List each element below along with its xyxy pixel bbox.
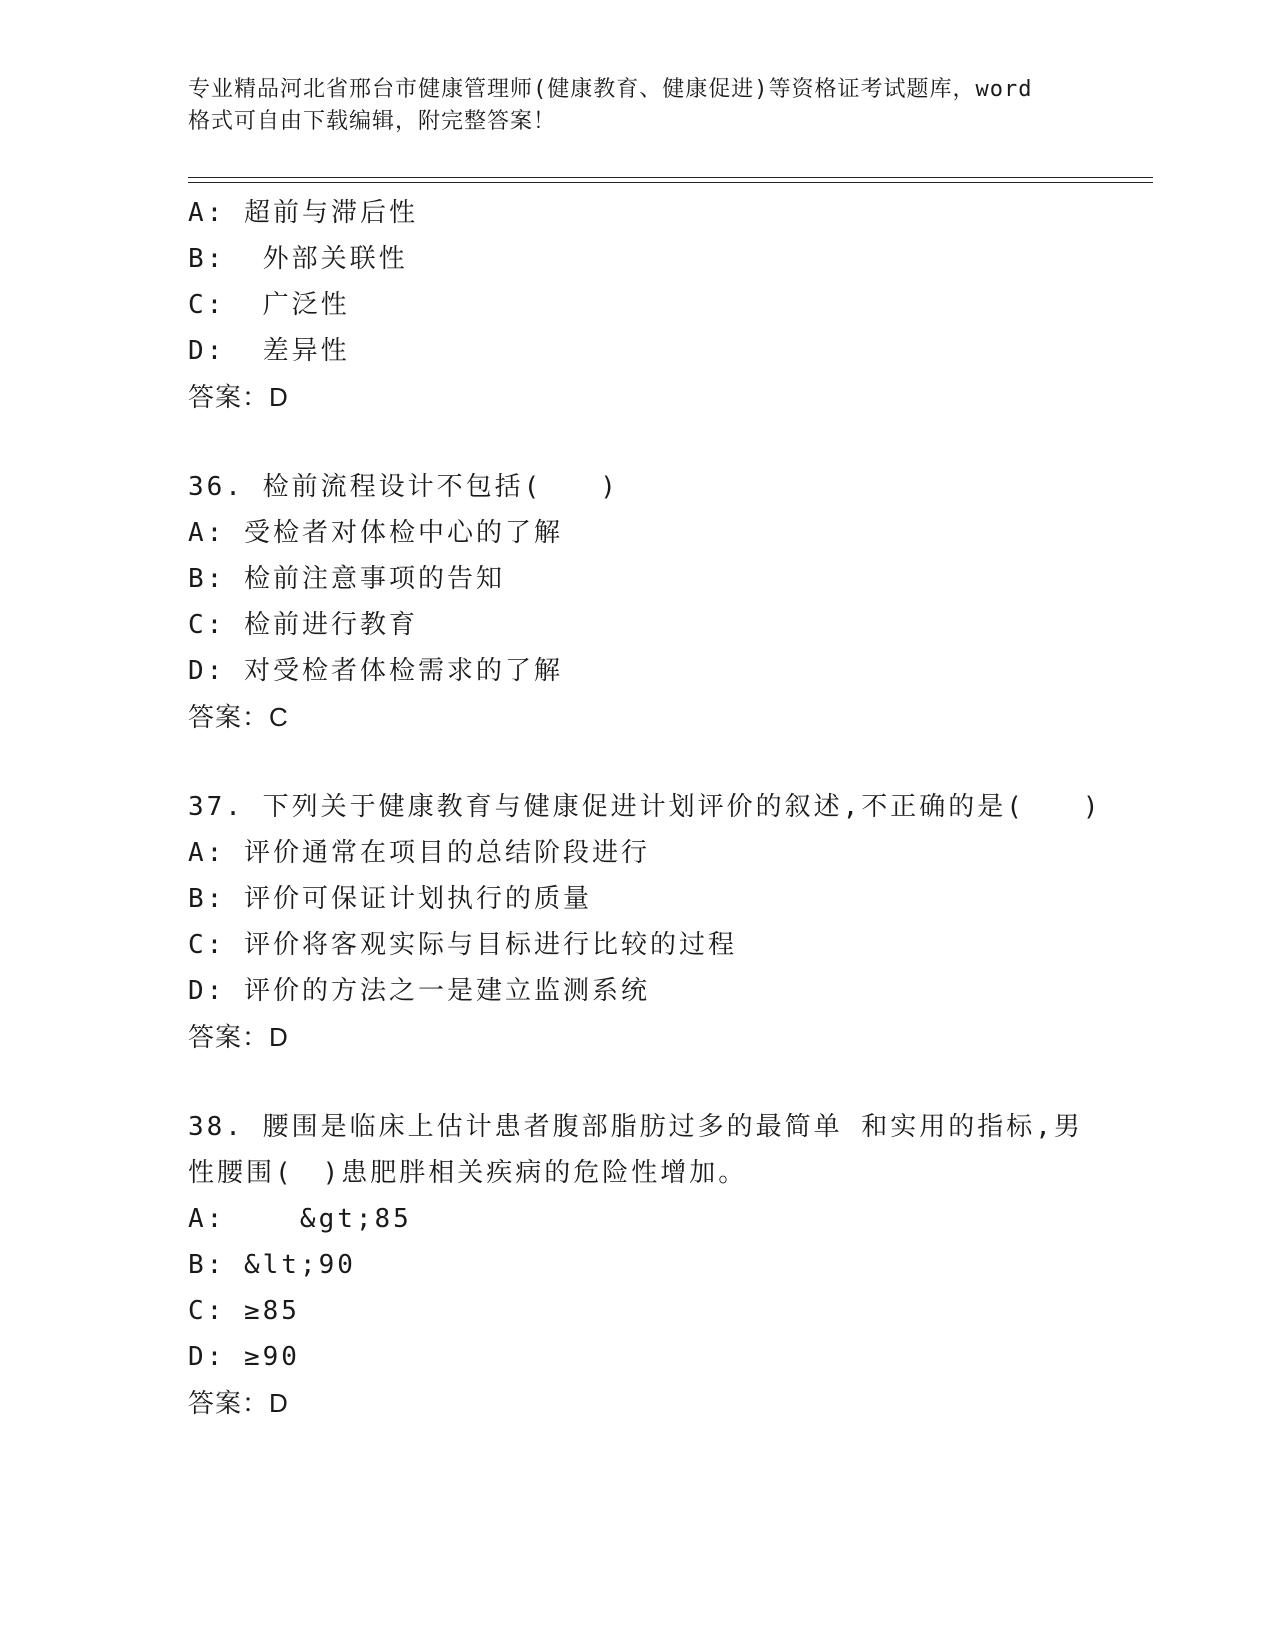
option-a: A: 评价通常在项目的总结阶段进行 [188,838,650,868]
header-line-2: 格式可自由下载编辑，附完整答案！ [188,109,557,134]
option-c: C: 检前进行教育 [188,610,418,640]
option-d: D: 差异性 [188,336,350,366]
question-block-38 [188,1104,1088,1426]
option-c: C: 评价将客观实际与目标进行比较的过程 [188,930,737,960]
answer: 答案：D [188,1388,289,1418]
document-header [188,74,1088,138]
question-block-37 [188,784,1102,1060]
question-block-35 [188,190,1088,420]
header-divider-top [188,177,1153,178]
option-c: C: 广泛性 [188,290,350,320]
option-d: D: 对受检者体检需求的了解 [188,656,563,686]
header-divider-bottom [188,182,1153,183]
question-text: 36. 检前流程设计不包括( ) [188,472,619,502]
question-content [188,190,1102,1426]
question-text-line-1: 38. 腰围是临床上估计患者腹部脂肪过多的最简单 和实用的指标,男 [188,1112,1083,1142]
option-d: D: 评价的方法之一是建立监测系统 [188,976,650,1006]
option-b: B: &lt;90 [188,1250,356,1280]
option-a: A: &gt;85 [188,1204,412,1234]
spacer [188,420,1088,464]
spacer [188,740,1088,784]
question-block-36 [188,464,1088,740]
option-a: A: 受检者对体检中心的了解 [188,518,563,548]
option-b: B: 评价可保证计划执行的质量 [188,884,592,914]
option-b: B: 检前注意事项的告知 [188,564,505,594]
question-text: 37. 下列关于健康教育与健康促进计划评价的叙述,不正确的是( ) [188,792,1102,822]
option-c: C: ≥85 [188,1296,300,1326]
answer: 答案：D [188,382,289,412]
header-line-1: 专业精品河北省邢台市健康管理师(健康教育、健康促进)等资格证考试题库，word [188,77,1033,102]
question-text-line-2: 性腰围( )患肥胖相关疾病的危险性增加。 [188,1158,748,1188]
answer: 答案：D [188,1022,289,1052]
spacer [188,1060,1088,1104]
option-a: A: 超前与滞后性 [188,198,418,228]
option-b: B: 外部关联性 [188,244,408,274]
answer: 答案：C [188,702,289,732]
option-d: D: ≥90 [188,1342,300,1372]
